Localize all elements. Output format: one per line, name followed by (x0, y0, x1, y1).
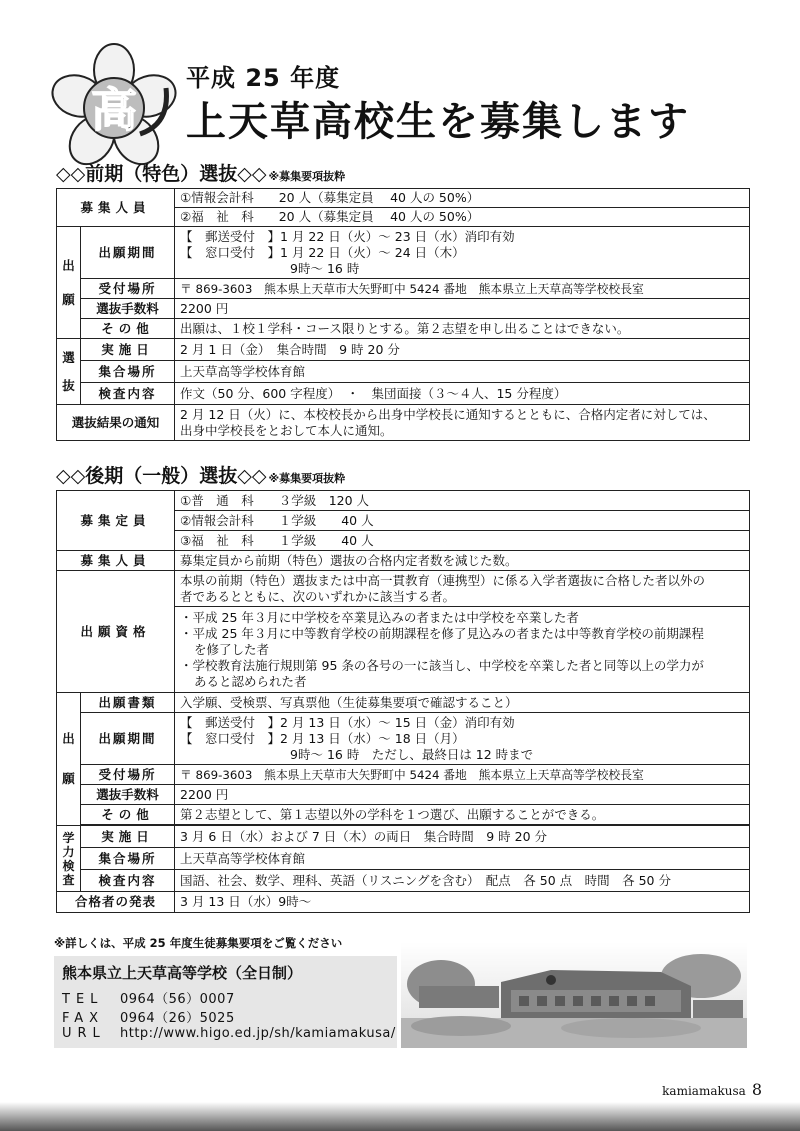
late-office-value: 〒 869-3603 熊本県上天草市大矢野町中 5424 番地 熊本県立上天草高等学校校長室 (175, 765, 750, 785)
early-select-group-label: 選 抜 (57, 339, 81, 405)
early-note: ※募集要項抜粋 (268, 170, 346, 183)
early-fee-value: 2200 円 (175, 299, 750, 319)
late-section-heading (56, 461, 345, 488)
site-name: kamiamakusa (662, 1084, 746, 1098)
school-building-photo (401, 942, 747, 1048)
late-recruit-value: 募集定員から前期（特色）選抜の合格内定者数を減じた数。 (175, 551, 750, 571)
late-result-label: 合格者の発表 (57, 892, 175, 913)
early-place-label: 集合場所 (81, 361, 175, 383)
late-office-label: 受付場所 (81, 765, 175, 785)
late-result-value: 3 月 13 日（水）9時～ (175, 892, 750, 913)
late-qual-items: ・平成 25 年３月に中学校を卒業見込みの者または中学校を卒業した者 ・平成 25 年３月に中等教育学校の前期課程を修了見込みの者または中等教育学校の前期課程 を修了した者 ・学校教育法施行規則第 95 条の各号の一に該当し、中学校を卒業した者と同等以上の学力が あると認められた者 (175, 607, 750, 693)
early-exam-value: 作文（50 分、600 字程度） ・ 集団面接（３～４人、15 分程度） (175, 383, 750, 405)
school-badge-logo (44, 42, 184, 172)
early-heading-text: ◇◇前期（特色）選抜◇◇ (56, 163, 267, 185)
url-label: URL (62, 1026, 106, 1041)
early-period-label: 出願期間 (81, 227, 175, 279)
tel-line (62, 988, 235, 1007)
early-other-label: その他 (81, 319, 175, 339)
early-other-value: 出願は、１校１学科・コース限りとする。第２志望を申し出ることはできない。 (175, 319, 750, 339)
tel-label: TEL (62, 992, 104, 1007)
early-notify-label: 選抜結果の通知 (57, 405, 175, 441)
page-number: 8 (751, 1080, 762, 1099)
late-quota-row: ②情報会計科 １学級 40 人 (175, 511, 750, 531)
late-period-label: 出願期間 (81, 713, 175, 765)
late-quota-label: 募集定員 (57, 491, 175, 551)
school-contact-box (54, 956, 397, 1048)
late-other-value: 第２志望として、第１志望以外の学科を１つ選び、出願することができる。 (175, 805, 750, 825)
svg-text:高: 高 (91, 83, 137, 137)
late-recruit-label: 募集人員 (57, 551, 175, 571)
early-date-label: 実施日 (81, 339, 175, 361)
late-heading-text: ◇◇後期（一般）選抜◇◇ (56, 465, 267, 487)
late-qual-intro: 本県の前期（特色）選抜または中高一貫教育（連携型）に係る入学者選抜に合格した者以外の 者であるとともに、次のいずれかに該当する者。 (175, 571, 750, 607)
late-qual-label: 出願資格 (57, 571, 175, 693)
late-docs-value: 入学願、受検票、写真票他（生徒募集要項で確認すること） (175, 693, 750, 713)
late-fee-label: 選抜手数料 (81, 785, 175, 805)
late-quota-row: ①普 通 科 ３学級 120 人 (175, 491, 750, 511)
early-exam-label: 検査内容 (81, 383, 175, 405)
late-note: ※募集要項抜粋 (268, 472, 346, 485)
footnote: ※詳しくは、平成 25 年度生徒募集要項をご覧ください (54, 936, 343, 950)
late-selection-table (56, 490, 750, 913)
late-place-value: 上天草高等学校体育館 (175, 848, 750, 870)
late-period-value: 【 郵送受付 】2 月 13 日（水）～ 15 日（金）消印有効 【 窓口受付 】2 月 13 日（水）～ 18 日（月） 9時～ 16 時 ただし、最終日は 12 時まで (175, 713, 750, 765)
fax-label: FAX (62, 1011, 105, 1026)
late-other-label: その他 (81, 805, 175, 825)
late-date-label: 実施日 (81, 826, 175, 848)
early-fee-label: 選抜手数料 (81, 299, 175, 319)
page-title: 上天草高校生を募集します (186, 99, 690, 145)
late-place-label: 集合場所 (81, 848, 175, 870)
early-selection-table (56, 188, 750, 441)
page-footer (662, 1080, 762, 1099)
fax-line (62, 1007, 235, 1026)
early-recruit-row: ①情報会計科 20 人（募集定員 40 人の 50%） (175, 189, 750, 208)
early-notify-value: 2 月 12 日（火）に、本校校長から出身中学校長に通知するとともに、合格内定者に対しては、 出身中学校長をとおして本人に通知。 (175, 405, 750, 441)
early-apply-group-label: 出 願 (57, 227, 81, 339)
early-recruit-row: ②福 祉 科 20 人（募集定員 40 人の 50%） (175, 208, 750, 227)
late-date-value: 3 月 6 日（水）および 7 日（木）の両日 集合時間 9 時 20 分 (175, 826, 750, 848)
late-fee-value: 2200 円 (175, 785, 750, 805)
late-apply-group-label: 出 願 (57, 693, 81, 826)
url-link[interactable]: http://www.higo.ed.jp/sh/kamiamakusa/ (120, 1026, 396, 1041)
school-name: 熊本県立上天草高等学校（全日制） (62, 964, 303, 982)
early-office-value: 〒 869-3603 熊本県上天草市大矢野町中 5424 番地 熊本県立上天草高等学校校長室 (175, 279, 750, 299)
url-line (62, 1026, 396, 1041)
bottom-gradient-band (0, 1102, 800, 1131)
late-quota-row: ③福 祉 科 １学級 40 人 (175, 531, 750, 551)
fax-value: 0964（26）5025 (120, 1011, 235, 1026)
early-office-label: 受付場所 (81, 279, 175, 299)
early-date-value: 2 月 1 日（金） 集合時間 9 時 20 分 (175, 339, 750, 361)
early-period-value: 【 郵送受付 】1 月 22 日（火）～ 23 日（水）消印有効 【 窓口受付 】1 月 22 日（火）～ 24 日（木） 9時～ 16 時 (175, 227, 750, 279)
early-recruit-label: 募集人員 (57, 189, 175, 227)
late-content-label: 検査内容 (81, 870, 175, 892)
late-docs-label: 出願書類 (81, 693, 175, 713)
early-place-value: 上天草高等学校体育館 (175, 361, 750, 383)
late-exam-group-label: 学 力 検 査 (57, 826, 81, 892)
early-section-heading (56, 159, 345, 186)
late-content-value: 国語、社会、数学、理科、英語（リスニングを含む） 配点 各 50 点 時間 各 50 分 (175, 870, 750, 892)
tel-value: 0964（56）0007 (120, 992, 235, 1007)
year-label: 平成 25 年度 (186, 64, 341, 92)
